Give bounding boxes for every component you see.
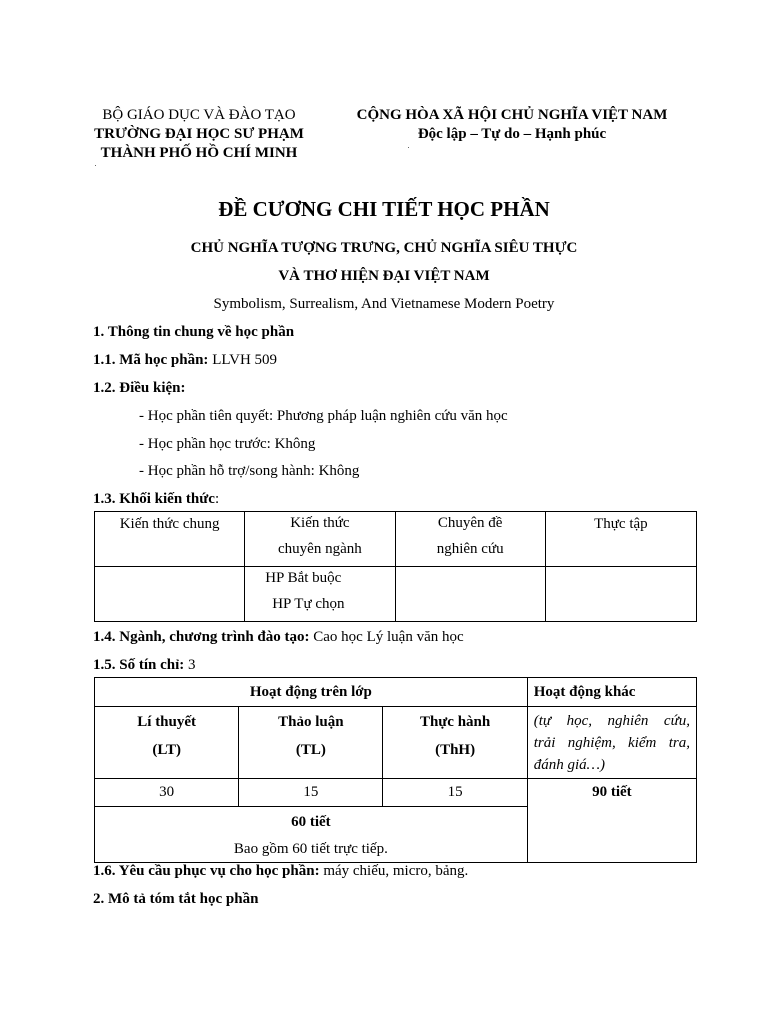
kt-empty-2 [395,567,545,622]
tl-abbr: (TL) [295,742,326,758]
kt-specialized-line-2: chuyên ngành [278,541,362,557]
kt-general-label: Kiến thức chung [119,516,220,532]
other-desc-line-3: đánh giá…) [533,757,605,773]
program-label: 1.4. Ngành, chương trình đào tạo: [93,629,310,645]
kt-general [95,512,245,567]
kt-research-line-1: Chuyên đề [437,515,503,531]
lt-value [95,779,239,807]
th-header [383,707,527,779]
nation-name: CỘNG HÒA XÃ HỘI CHỦ NGHĨA VIỆT NAM [356,107,668,123]
kt-required: HP Bắt buộc [265,570,342,586]
program-line [93,628,464,646]
kt-specialized-line-1: Kiến thức [290,515,350,531]
class-activity-label: Hoạt động trên lớp [249,684,372,700]
condition-parallel-course: - Học phần hỗ trợ/song hành: Không [139,463,360,479]
credit-hours-table [94,677,697,863]
course-code-label: 1.1. Mã học phần: [93,352,209,368]
kt-internship-label: Thực tập [594,516,648,532]
kt-empty-3 [545,567,696,622]
other-total-cell [527,779,696,863]
kt-research-line-2: nghiên cứu [436,541,504,557]
ministry-header [74,106,324,163]
th-value [383,779,527,807]
course-title-line-2: VÀ THƠ HIỆN ĐẠI VIỆT NAM [278,268,490,284]
equipment-label: 1.6. Yêu cầu phục vụ cho học phần: [93,863,320,879]
section-2-heading: 2. Mô tả tóm tắt học phần [93,891,259,907]
other-activity-label: Hoạt động khác [533,684,636,700]
lt-abbr: (LT) [152,742,181,758]
kt-elective: HP Tự chọn [272,596,345,612]
lt-hours: 30 [159,784,175,800]
th-label: Thực hành [419,714,491,730]
other-activity-header [527,678,696,707]
document-title: ĐỀ CƯƠNG CHI TIẾT HỌC PHẦN [218,197,550,221]
kt-research [395,512,545,567]
class-total-note: Bao gồm 60 tiết trực tiếp. [233,841,388,857]
condition-prior-course: - Học phần học trước: Không [139,436,316,452]
th-hours: 15 [447,784,463,800]
ministry-name: BỘ GIÁO DỤC VÀ ĐÀO TẠO [102,107,296,123]
credits-value: 3 [184,657,196,673]
tl-header [239,707,383,779]
other-activity-desc [527,707,696,779]
class-total-cell [95,807,528,863]
kt-empty-1 [95,567,245,622]
university-city: THÀNH PHỐ HỒ CHÍ MINH [100,145,298,161]
nation-header [330,106,694,144]
tl-label: Thảo luận [278,714,344,730]
kt-specialized [245,512,395,567]
knowledge-table [94,511,697,622]
other-total: 90 tiết [592,784,632,800]
knowledge-label: 1.3. Khối kiến thức [93,491,215,507]
credits-label: 1.5. Số tín chỉ: [93,657,185,673]
course-title-english: Symbolism, Surrealism, And Vietnamese Modern Poetry [213,296,555,312]
course-title-line-1: CHỦ NGHĨA TƯỢNG TRƯNG, CHỦ NGHĨA SIÊU THỰC [190,240,578,256]
knowledge-heading [93,490,219,508]
equipment-value: máy chiếu, micro, bảng. [319,863,469,879]
equipment-line [93,862,468,880]
university-name: TRƯỜNG ĐẠI HỌC SƯ PHẠM [94,126,304,142]
decorative-dot [408,147,409,148]
class-activity-header [95,678,528,707]
tl-hours: 15 [303,784,319,800]
lt-label: Lí thuyết [137,714,197,730]
course-code-line [93,351,277,369]
lt-header [95,707,239,779]
course-code-value: LLVH 509 [208,352,278,368]
nation-motto: Độc lập – Tự do – Hạnh phúc [417,126,607,142]
class-total: 60 tiết [291,814,331,830]
kt-internship [545,512,696,567]
program-value: Cao học Lý luận văn học [309,629,464,645]
tl-value [239,779,383,807]
credits-line [93,656,196,674]
conditions-heading: 1.2. Điều kiện: [93,380,186,396]
kt-course-types [245,567,395,622]
other-desc-line-1: (tự học, nghiên cứu, [533,713,690,729]
section-1-heading: 1. Thông tin chung về học phần [93,324,295,340]
other-desc-line-2: trải nghiệm, kiểm tra, [533,735,690,751]
decorative-dot [95,165,96,166]
knowledge-colon: : [214,491,220,507]
condition-prerequisite: - Học phần tiên quyết: Phương pháp luận nghiên cứu văn học [139,408,508,424]
th-abbr: (ThH) [435,742,476,758]
